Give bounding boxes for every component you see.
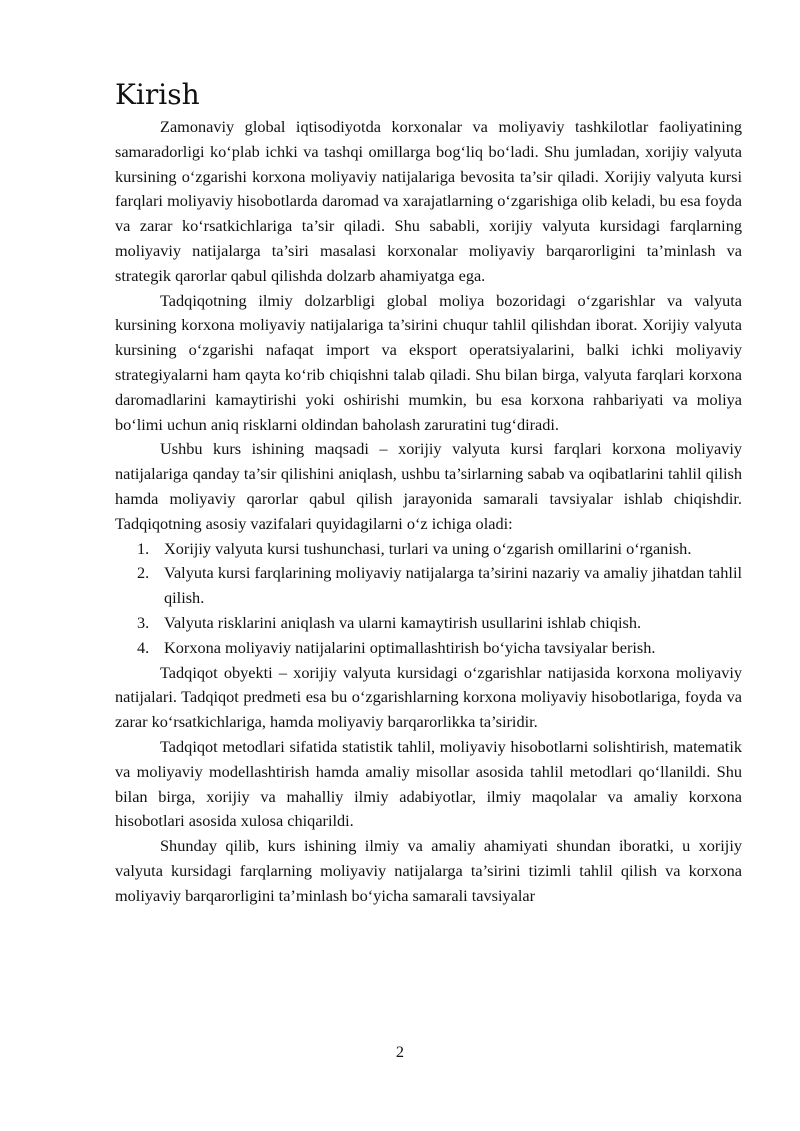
list-item-number: 1. — [137, 538, 150, 558]
paragraph-relevance-intro: Zamonaviy global iqtisodiyotda korxonalar va moliyaviy tashkilotlar faoliyatining samaradorligi ko‘plab ichki va tashqi omillarga bog‘liq bo‘ladi. Shu jumladan, xorijiy valyuta kursining o‘zgarishi korxona moliyaviy natijalariga bevosita ta’sir qiladi. Xorijiy valyuta kursi farqlari moliyaviy hisobotlarda daromad va xarajatlarning o‘zgarishiga olib keladi, bu esa foyda va zarar ko‘rsatkichlariga ta’sir qiladi. Shu sababli, xorijiy valyuta kursidagi farqlarning moliyaviy natijalarga ta’siri masalasi korxonalar moliyaviy barqarorligini ta’minlash va strategik qarorlar qabul qilishda dolzarb ahamiyatga ega. — [115, 117, 742, 285]
list-item-number: 3. — [137, 612, 150, 632]
paragraph-object-subject: Tadqiqot obyekti – xorijiy valyuta kursidagi o‘zgarishlar natijasida korxona moliyaviy natijalari. Tadqiqot predmeti esa bu o‘zgarishlarning korxona moliyaviy hisobotlariga, foyda va zarar ko‘rsatkichlariga, hamda moliyaviy barqarorlikka ta’siridir. — [115, 662, 742, 732]
document-page — [115, 78, 742, 909]
paragraph-scientific-relevance: Tadqiqotning ilmiy dolzarbligi global moliya bozoridagi o‘zgarishlar va valyuta kursining korxona moliyaviy natijalariga ta’sirini chuqur tahlil qilishdan iborat. Xorijiy valyuta kursining o‘zgarishi nafaqat import va eksport operatsiyalarini, balki ichki moliyaviy strategiyalarni ham qayta ko‘rib chiqishni talab qiladi. Shu bilan birga, valyuta farqlari korxona daromadlarini kamaytirishi yoki oshirishi mumkin, bu esa korxona rahbariyati va moliya bo‘limi uchun aniq risklarni oldindan baholash zaruratini tug‘diradi. — [115, 290, 742, 434]
list-item-text: Xorijiy valyuta kursi tushunchasi, turlari va uning o‘zgarish omillarini o‘rganish. — [164, 538, 692, 558]
section-heading: Kirish — [115, 78, 200, 111]
list-item — [115, 561, 742, 611]
paragraph-methods: Tadqiqot metodlari sifatida statistik tahlil, moliyaviy hisobotlarni solishtirish, matematik va moliyaviy modellashtirish hamda amaliy misollar asosida tahlil metodlari qo‘llanildi. Shu bilan birga, xorijiy va mahalliy ilmiy adabiyotlar, ilmiy maqolalar va amaliy korxona hisobotlari asosida xulosa chiqarildi. — [115, 736, 742, 831]
tasks-list — [115, 537, 742, 661]
list-item — [115, 636, 742, 661]
paragraph-goal: Ushbu kurs ishining maqsadi – xorijiy valyuta kursi farqlari korxona moliyaviy natijalariga qanday ta’sir qilishini aniqlash, ushbu ta’sirlarning sabab va oqibatlarini tahlil qilish hamda moliyaviy qarorlar qabul qilish jarayonida samarali tavsiyalar ishlab chiqishdir. Tadqiqotning asosiy vazifalari quyidagilarni o‘z ichiga oladi: — [115, 439, 742, 533]
list-item-number: 2. — [137, 563, 150, 583]
list-item — [115, 537, 742, 562]
list-item — [115, 611, 742, 636]
list-item-text: Valyuta risklarini aniqlash va ularni kamaytirish usullarini ishlab chiqish. — [164, 612, 642, 632]
list-item-text: Korxona moliyaviy natijalarini optimallashtirish bo‘yicha tavsiyalar berish. — [164, 637, 656, 657]
page-number: 2 — [395, 1042, 405, 1061]
paragraph-conclusion: Shunday qilib, kurs ishining ilmiy va amaliy ahamiyati shundan iboratki, u xorijiy valyuta kursidagi farqlarning moliyaviy natijalarga ta’sirini tizimli tahlil qilish va korxona moliyaviy barqarorligini ta’minlash bo‘yicha samarali tavsiyalar — [115, 836, 742, 905]
list-item-text: Valyuta kursi farqlarining moliyaviy natijalarga ta’sirini nazariy va amaliy jihatdan tahlil qilish. — [164, 563, 742, 608]
list-item-number: 4. — [137, 637, 150, 657]
